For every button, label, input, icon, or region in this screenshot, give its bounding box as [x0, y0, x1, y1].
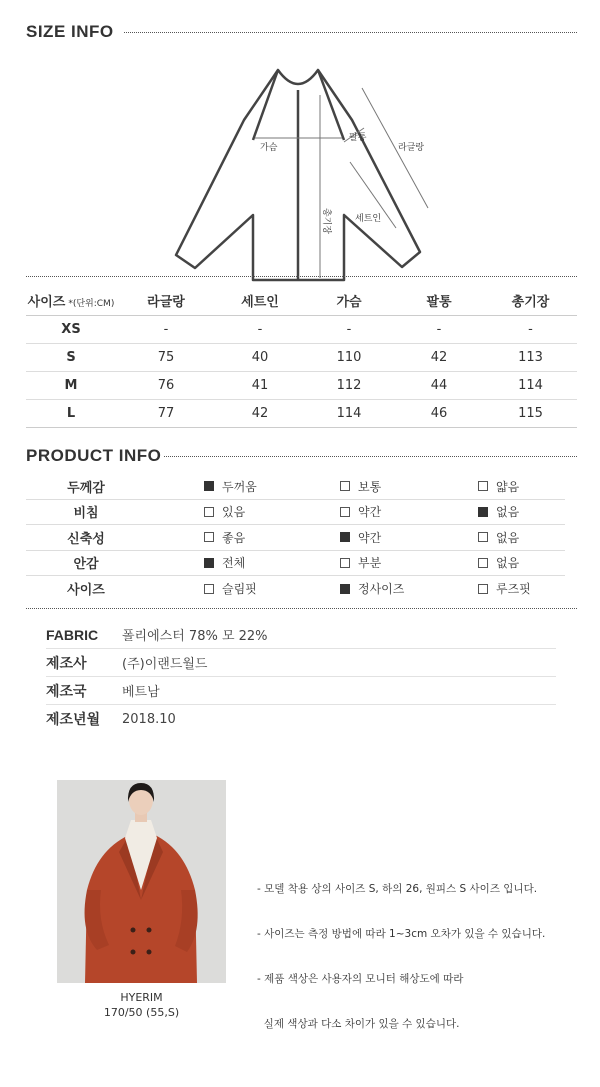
value-cell: 75 [157, 350, 175, 365]
value-cell: 114 [518, 378, 543, 393]
model-illustration [57, 780, 226, 983]
diagram-label-raglan: 라글랑 [398, 143, 425, 153]
info-label: 제조년월 [46, 712, 101, 728]
diagram-label-sleeve-width: 팔통 [349, 133, 367, 143]
size-table [26, 286, 577, 428]
option: 전체 [204, 554, 245, 571]
option: 약간 [340, 529, 381, 546]
value-cell: 114 [336, 406, 362, 421]
product-row-see-through [26, 500, 565, 526]
value-cell: - [163, 322, 169, 337]
unchecked-box-icon [340, 507, 350, 517]
info-value: 폴리에스터 78% 모 22% [122, 629, 268, 644]
product-info-title: PRODUCT INFO [26, 446, 162, 465]
manufacturer-row [46, 649, 556, 677]
table-row [26, 400, 577, 428]
note-line: - 제품 색상은 사용자의 모니터 해상도에 따라 [257, 973, 464, 985]
size-info-title-rule [124, 32, 577, 33]
note-line: - 사이즈는 측정 방법에 따라 1~3cm 오차가 있을 수 있습니다. [257, 928, 546, 940]
col-header-raglan: 라글랑 [147, 295, 185, 310]
checked-box-icon [204, 558, 214, 568]
option: 정사이즈 [340, 580, 404, 597]
model-name: HYERIM [120, 991, 163, 1004]
value-cell: 42 [251, 406, 269, 421]
diagram-label-chest: 가슴 [260, 143, 278, 153]
size-cell: M [64, 378, 78, 393]
value-cell: 112 [336, 378, 362, 393]
value-cell: 46 [430, 406, 448, 421]
col-header-total-length: 총기장 [511, 295, 550, 310]
country-row [46, 677, 556, 705]
jacket-measurement-diagram [0, 40, 600, 300]
notes [257, 852, 545, 1047]
size-cell: L [66, 406, 76, 421]
option: 얇음 [478, 478, 519, 495]
option: 있음 [204, 503, 245, 520]
option: 없음 [478, 503, 519, 520]
value-cell: 41 [251, 378, 269, 393]
option: 좋음 [204, 529, 245, 546]
option: 슬림핏 [204, 580, 257, 597]
info-label: FABRIC [46, 626, 99, 643]
product-row-label: 신축성 [67, 531, 105, 547]
size-table-top-rule [26, 276, 577, 277]
checked-box-icon [478, 507, 488, 517]
option: 보통 [340, 478, 381, 495]
product-row-stretch [26, 525, 565, 551]
info-value: 베트남 [122, 685, 160, 700]
table-row [26, 372, 577, 400]
product-table-bottom-rule [26, 608, 577, 609]
info-value: 2018.10 [122, 711, 176, 727]
info-label: 제조국 [46, 683, 87, 700]
fabric-row [46, 621, 556, 649]
value-cell: 40 [251, 350, 269, 365]
unchecked-box-icon [478, 584, 488, 594]
product-row-label: 비침 [73, 506, 99, 522]
option: 약간 [340, 503, 381, 520]
option: 루즈핏 [478, 580, 531, 597]
value-cell: 77 [157, 406, 175, 421]
option: 없음 [478, 529, 519, 546]
product-row-fit [26, 576, 565, 602]
value-cell: - [436, 322, 442, 337]
size-info-title: SIZE INFO [26, 22, 114, 41]
unchecked-box-icon [340, 481, 350, 491]
unit-note: *(단위:CM) [68, 299, 115, 309]
product-row-thickness [26, 474, 565, 500]
value-cell: - [257, 322, 263, 337]
value-cell: 110 [336, 350, 362, 365]
model-photo [57, 780, 226, 983]
table-row [26, 316, 577, 344]
value-cell: - [528, 322, 533, 337]
product-row-label: 안감 [73, 557, 99, 573]
checked-box-icon [340, 532, 350, 542]
value-cell: 113 [518, 350, 543, 365]
product-info-table [26, 474, 565, 602]
unchecked-box-icon [204, 532, 214, 542]
unchecked-box-icon [204, 584, 214, 594]
size-cell: S [66, 350, 76, 365]
product-row-label: 두께감 [67, 480, 105, 496]
value-cell: - [346, 322, 352, 337]
col-header-sleeve-width: 팔통 [426, 295, 452, 310]
option: 부분 [340, 554, 381, 571]
unchecked-box-icon [478, 532, 488, 542]
info-value: (주)이랜드월드 [122, 657, 208, 672]
size-cell: XS [61, 322, 81, 337]
checked-box-icon [340, 584, 350, 594]
unchecked-box-icon [204, 507, 214, 517]
product-row-lining [26, 551, 565, 577]
model-caption [57, 990, 226, 1020]
model-spec: 170/50 (55,S) [103, 1006, 180, 1019]
diagram-label-set-in: 세트인 [355, 214, 382, 224]
value-cell: 76 [157, 378, 175, 393]
info-label: 제조사 [46, 655, 87, 672]
value-cell: 44 [430, 378, 448, 393]
unchecked-box-icon [340, 558, 350, 568]
option: 없음 [478, 554, 519, 571]
note-line: - 모델 착용 상의 사이즈 S, 하의 26, 원피스 S 사이즈 입니다. [257, 883, 538, 895]
unchecked-box-icon [478, 558, 488, 568]
option: 두꺼움 [204, 478, 257, 495]
table-row [26, 344, 577, 372]
value-cell: 42 [430, 350, 448, 365]
diagram-label-total-length: 총기장 [321, 208, 331, 235]
value-cell: 115 [518, 406, 543, 421]
col-header-set-in: 세트인 [241, 295, 279, 310]
unchecked-box-icon [478, 481, 488, 491]
product-info-title-rule [164, 456, 577, 457]
product-row-label: 사이즈 [67, 583, 105, 599]
manufacture-date-row [46, 705, 556, 733]
checked-box-icon [204, 481, 214, 491]
size-header-label: 사이즈 [27, 295, 66, 310]
size-table-header [26, 286, 577, 316]
col-header-chest: 가슴 [336, 295, 362, 310]
note-line: 실제 색상과 다소 차이가 있을 수 있습니다. [257, 1018, 460, 1030]
